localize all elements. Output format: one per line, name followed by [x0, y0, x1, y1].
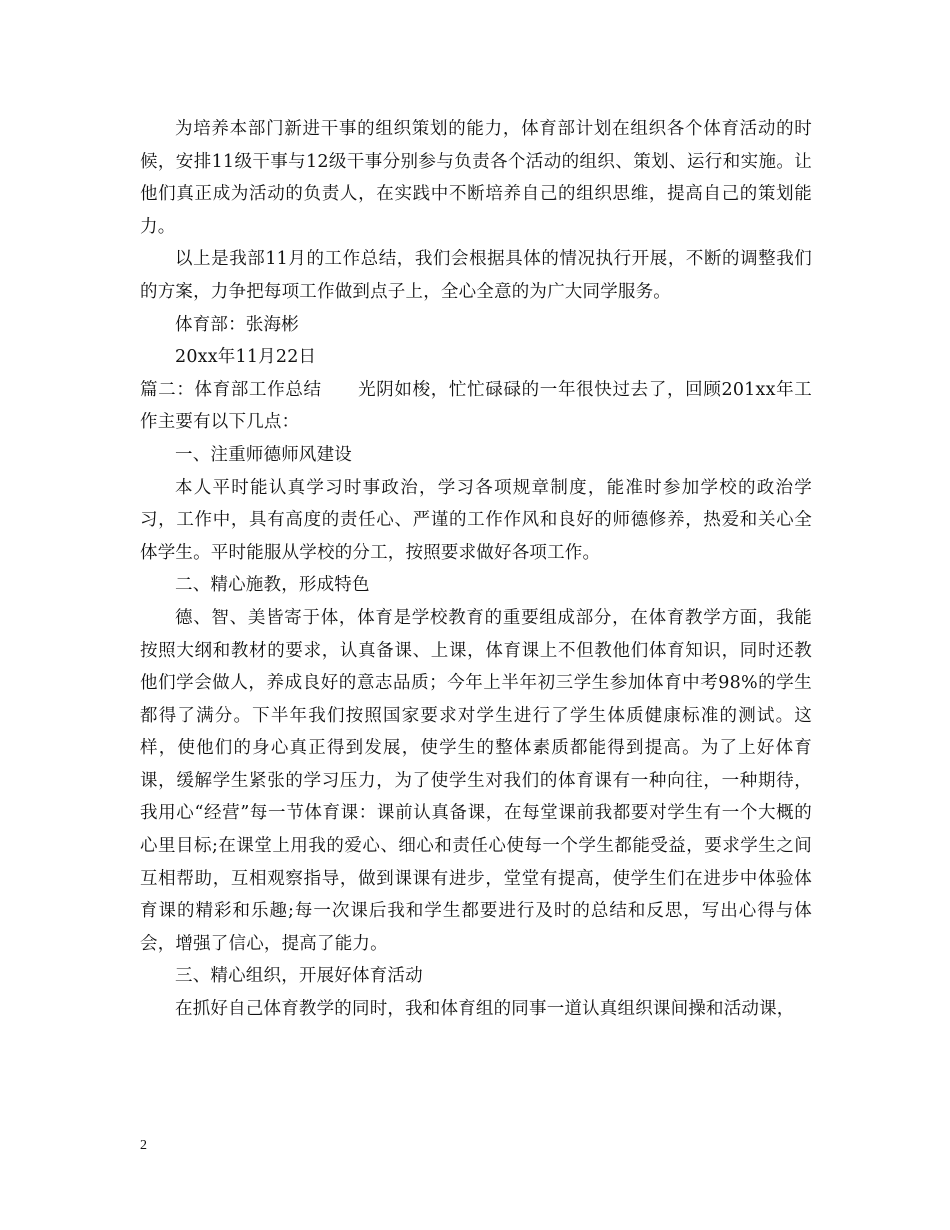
- paragraph-ethics: 本人平时能认真学习时事政治，学习各项规章制度，能准时参加学校的政治学习，工作中，具有高度的责任心、严谨的工作作风和良好的师德修养，热爱和关心全体学生。平时能服从学校的分工，按照要求做好各项工作。: [140, 477, 812, 563]
- signature-date: 20xx年11月22日: [175, 347, 317, 368]
- section-heading-1: 一、注重师德师风建设: [175, 444, 352, 465]
- paragraph-teaching: 德、智、美皆寄于体，体育是学校教育的重要组成部分，在体育教学方面，我能按照大纲和教材的要求，认真备课、上课，体育课上不但教他们体育知识，同时还教他们学会做人，养成良好的意志品质；今年上半年初三学生参加体育中考98%的学生都得了满分。下半年我们按照国家要求对学生进行了学生体质健康标准的测试。这样，使他们的身心真正得到发展，使学生的整体素质都能得到提高。为了上好体育课，缓解学生紧张的学习压力，为了使学生对我们的体育课有一种向往，一种期待，我用心“经营”每一节体育课：课前认真备课，在每堂课前我都要对学生有一个大概的心里目标;在课堂上用我的爱心、细心和责任心使每一个学生都能受益，要求学生之间互相帮助，互相观察指导，做到课课有进步，堂堂有提高，使学生们在进步中体验体育课的精彩和乐趣;每一次课后我和学生都要进行及时的总结和反思，写出心得与体会，增强了信心，提高了能力。: [140, 607, 812, 954]
- paragraph-cadre-training: 为培养本部门新进干事的组织策划的能力，体育部计划在组织各个体育活动的时候，安排11级干事与12级干事分别参与负责各个活动的组织、策划、运行和实施。让他们真正成为活动的负责人，在实践中不断培养自己的组织思维，提高自己的策划能力。: [140, 119, 812, 237]
- document-body: [140, 113, 812, 1026]
- paragraph-activities: 在抓好自己体育教学的同时，我和体育组的同事一道认真组织课间操和活动课，: [175, 999, 795, 1020]
- paragraph-part-two-intro: 篇二：体育部工作总结 光阴如梭，忙忙碌碌的一年很快过去了，回顾201xx年工作主要有以下几点：: [140, 379, 812, 433]
- signature-department: 体育部：张海彬: [175, 314, 299, 335]
- section-heading-3: 三、精心组织，开展好体育活动: [175, 966, 423, 987]
- section-heading-2: 二、精心施教，形成特色: [175, 575, 370, 596]
- paragraph-november-summary: 以上是我部11月的工作总结，我们会根据具体的情况执行开展，不断的调整我们的方案，力争把每项工作做到点子上，全心全意的为广大同学服务。: [140, 249, 812, 302]
- page-number: 2: [140, 1138, 147, 1153]
